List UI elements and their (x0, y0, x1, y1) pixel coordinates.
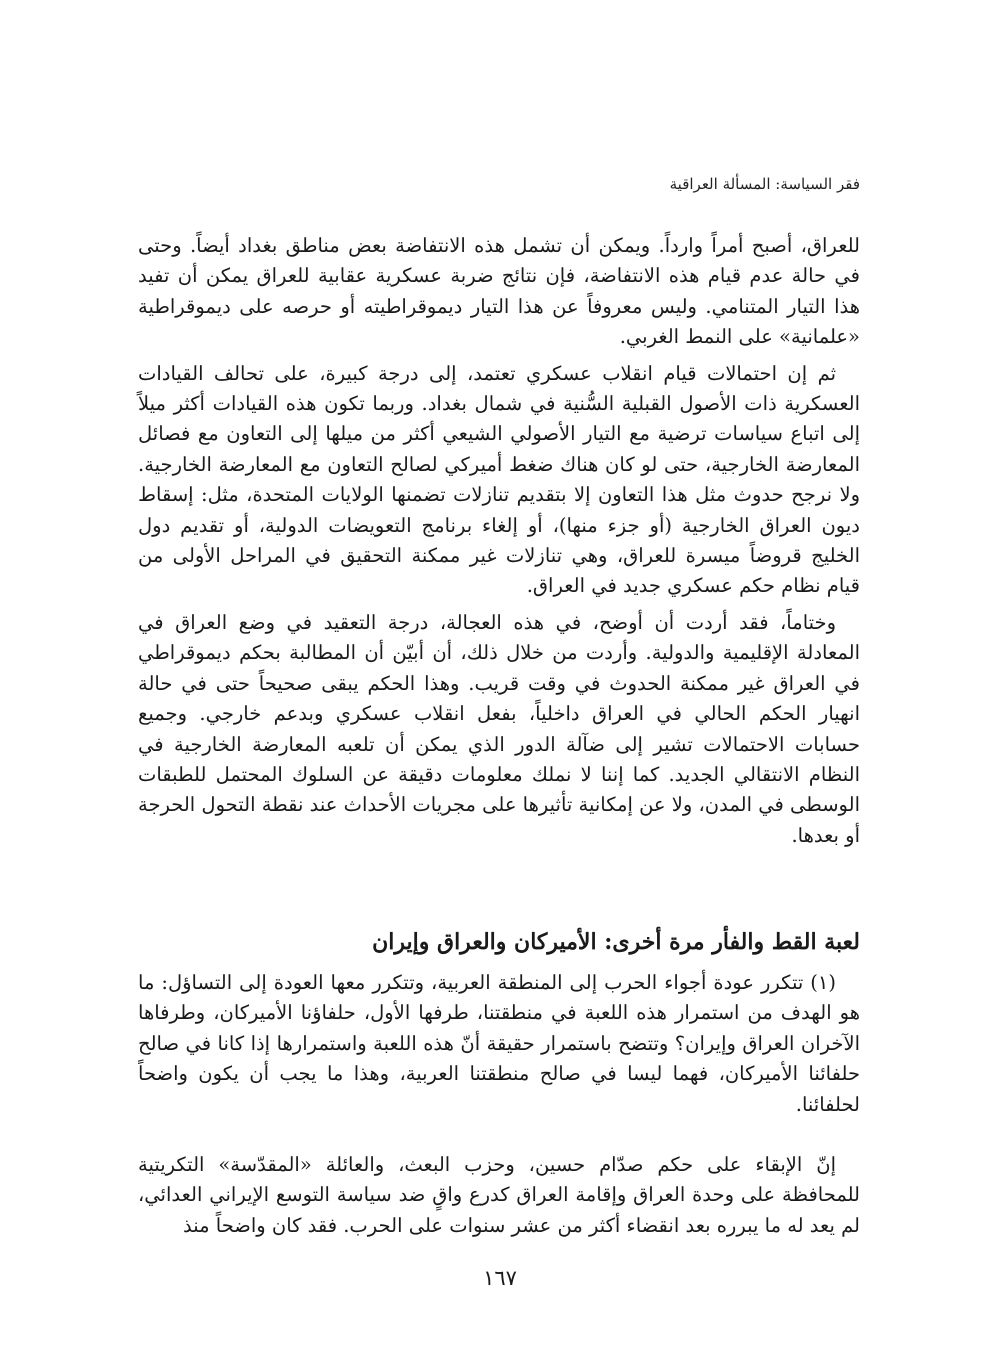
page-number: ١٦٧ (483, 1266, 517, 1290)
paragraph-military-coup: ثم إن احتمالات قيام انقلاب عسكري تعتمد، إلى درجة كبيرة، على تحالف القيادات العسكرية ذات الأصول القبلية السُّنية في شمال بغداد. وربما تكون هذه القيادات أكثر ميلاً إلى اتباع سياسات ترضية مع التيار الأصولي الشيعي أكثر من ميلها إلى التعاون مع فصائل المعارضة الخارجية، حتى لو كان هناك ضغط أميركي لصالح التعاون مع المعارضة الخارجية. ولا نرجح حدوث مثل هذا التعاون إلا بتقديم تنازلات تضمنها الولايات المتحدة، مثل: إسقاط ديون العراق الخارجية (أو جزء منها)، أو إلغاء برنامج التعويضات الدولية، أو تقديم دول الخليج قروضاً ميسرة للعراق، وهي تنازلات غير ممكنة التحقيق في المراحل الأولى من قيام نظام حكم عسكري جديد في العراق. (138, 361, 860, 598)
paragraph-conclusion: وختاماً، فقد أردت أن أوضح، في هذه العجالة، درجة التعقيد في وضع العراق في المعادلة الإقليمية والدولية. وأردت من خلال ذلك، أن أبيّن أن المطالبة بحكم ديموقراطي في العراق غير ممكنة الحدوث في وقت قريب. وهذا الحكم يبقى صحيحاً حتى في حالة انهيار الحكم الحالي في العراق داخلياً، بفعل انقلاب عسكري وبدعم خارجي. وجميع حسابات الاحتمالات تشير إلى ضآلة الدور الذي يمكن أن تلعبه المعارضة الخارجية في النظام الانتقالي الجديد. كما إننا لا نملك معلومات دقيقة عن السلوك المحتمل للطبقات الوسطى في المدن، ولا عن إمكانية تأثيرها على مجريات الأحداث عند نقطة التحول الحرجة أو بعدها. (138, 610, 860, 847)
paragraph-war-atmosphere: (١) تتكرر عودة أجواء الحرب إلى المنطقة العربية، وتتكرر معها العودة إلى التساؤل: ما هو الهدف من استمرار هذه اللعبة في منطقتنا، طرفها الأول، حلفاؤنا الأميركان، وطرفاها الآخران العراق وإيران؟ وتتضح باستمرار حقيقة أنّ هذه اللعبة واستمرارها إذا كانا في صالح حلفائنا الأميركان، فهما ليسا في صالح منطقتنا العربية، وهذا ما يجب أن يكون واضحاً لحلفائنا. (138, 971, 860, 1116)
paragraph-saddam-regime: إنّ الإبقاء على حكم صدّام حسين، وحزب البعث، والعائلة «المقدّسة» التكريتية للمحافظة على وحدة العراق وإقامة العراق كدرع واقٍ ضد سياسة التوسع الإيراني العدائي، لم يعد له ما يبرره بعد انقضاء أكثر من عشر سنوات على الحرب. فقد كان واضحاً منذ (138, 1153, 860, 1237)
running-header: فقر السياسة: المسألة العراقية (669, 175, 860, 193)
body-text-section-1 (138, 968, 860, 1120)
section-heading: لعبة القط والفأر مرة أخرى: الأميركان والعراق وإيران (372, 929, 860, 955)
body-text-top (138, 231, 860, 851)
section-heading-block (138, 926, 860, 958)
paragraph-continuation: للعراق، أصبح أمراً وارداً. ويمكن أن تشمل هذه الانتفاضة بعض مناطق بغداد أيضاً. وحتى في حالة عدم قيام هذه الانتفاضة، فإن نتائج ضربة عسكرية عقابية للعراق يمكن أن تفيد هذا التيار المتنامي. وليس معروفاً عن هذا التيار ديموقراطيته أو حرصه على ديموقراطية «علمانية» على النمط الغربي. (138, 234, 860, 349)
body-text-section-2 (138, 1150, 860, 1241)
